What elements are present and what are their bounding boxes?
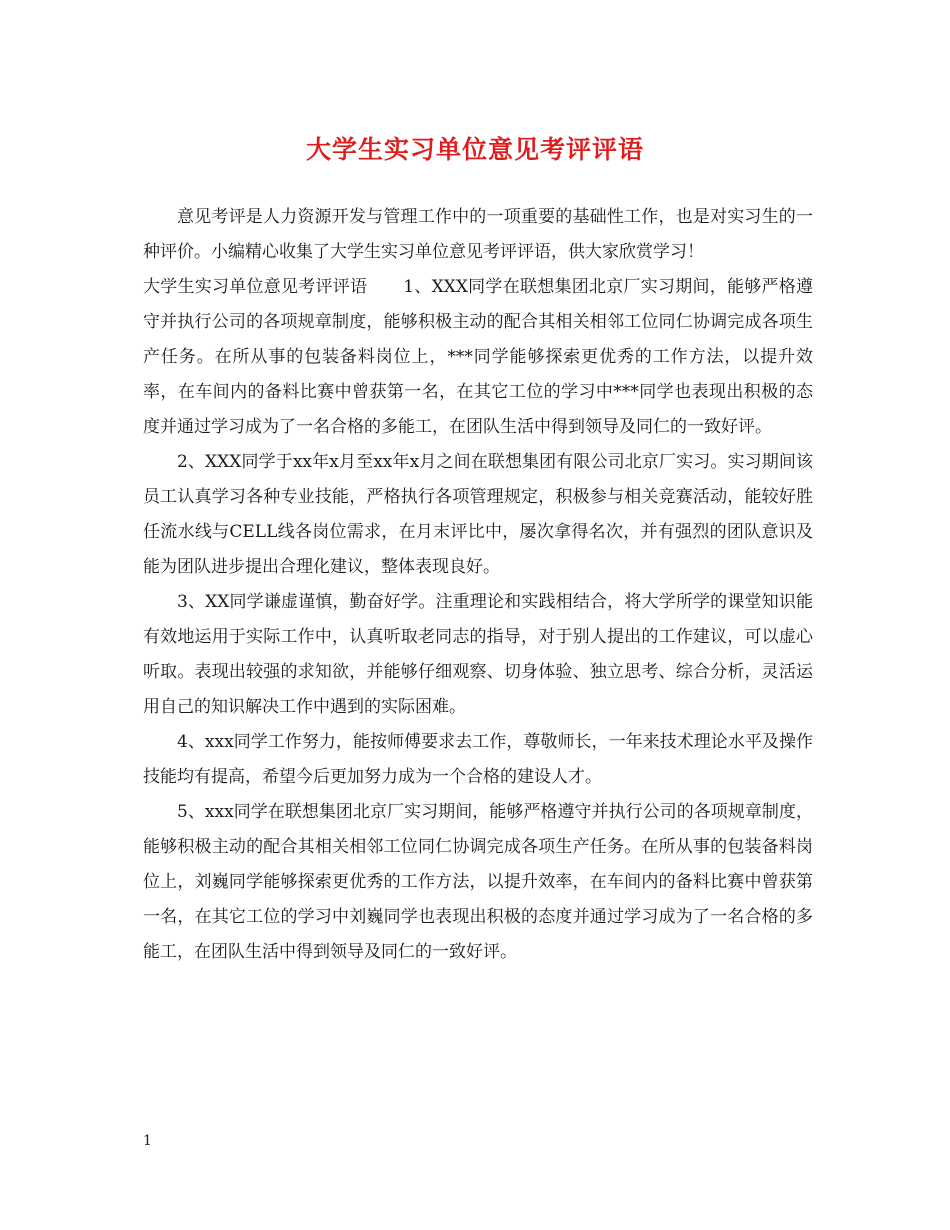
item-text-1: 1、XXX同学在联想集团北京厂实习期间，能够严格遵守并执行公司的各项规章制度，能够积极主动的配合其相关相邻工位同仁协调完成各项生产任务。在所从事的包装备料岗位上，***同学能够探索更优秀的工作方法，以提升效率，在车间内的备料比赛中曾获第一名，在其它工位的学习中***同学也表现出积极的态度并通过学习成为了一名合格的多能工，在团队生活中得到领导及同仁的一致好评。 xyxy=(143,277,813,437)
item-paragraph-2: 2、XXX同学于xx年x月至xx年x月之间在联想集团有限公司北京厂实习。实习期间该员工认真学习各种专业技能，严格执行各项管理规定，积极参与相关竞赛活动，能较好胜任流水线与CELL线各岗位需求，在月末评比中，屡次拿得名次，并有强烈的团队意识及能为团队进步提出合理化建议，整体表现良好。 xyxy=(143,452,813,577)
section-heading: 大学生实习单位意见考评评语 xyxy=(143,277,368,297)
item-paragraph-4: 4、xxx同学工作努力，能按师傅要求去工作，尊敬师长，一年来技术理论水平及操作技能均有提高，希望今后更加努力成为一个合格的建设人才。 xyxy=(143,732,813,787)
document-title: 大学生实习单位意见考评评语 xyxy=(305,135,644,164)
item-paragraph-5: 5、xxx同学在联想集团北京厂实习期间，能够严格遵守并执行公司的各项规章制度，能够积极主动的配合其相关相邻工位同仁协调完成各项生产任务。在所从事的包装备料岗位上，刘巍同学能够探索更优秀的工作方法，以提升效率，在车间内的备料比赛中曾获第一名，在其它工位的学习中刘巍同学也表现出积极的态度并通过学习成为了一名合格的多能工，在团队生活中得到领导及同仁的一致好评。 xyxy=(143,802,813,962)
intro-paragraph: 意见考评是人力资源开发与管理工作中的一项重要的基础性工作，也是对实习生的一种评价。小编精心收集了大学生实习单位意见考评评语，供大家欣赏学习！ xyxy=(143,207,813,262)
item-paragraph-1 xyxy=(143,270,813,445)
document-body xyxy=(143,200,813,970)
page-number: 1 xyxy=(143,1133,152,1149)
item-paragraph-3: 3、XX同学谦虚谨慎，勤奋好学。注重理论和实践相结合，将大学所学的课堂知识能有效地运用于实际工作中，认真听取老同志的指导，对于别人提出的工作建议，可以虚心听取。表现出较强的求知欲，并能够仔细观察、切身体验、独立思考、综合分析，灵活运用自己的知识解决工作中遇到的实际困难。 xyxy=(143,592,813,717)
